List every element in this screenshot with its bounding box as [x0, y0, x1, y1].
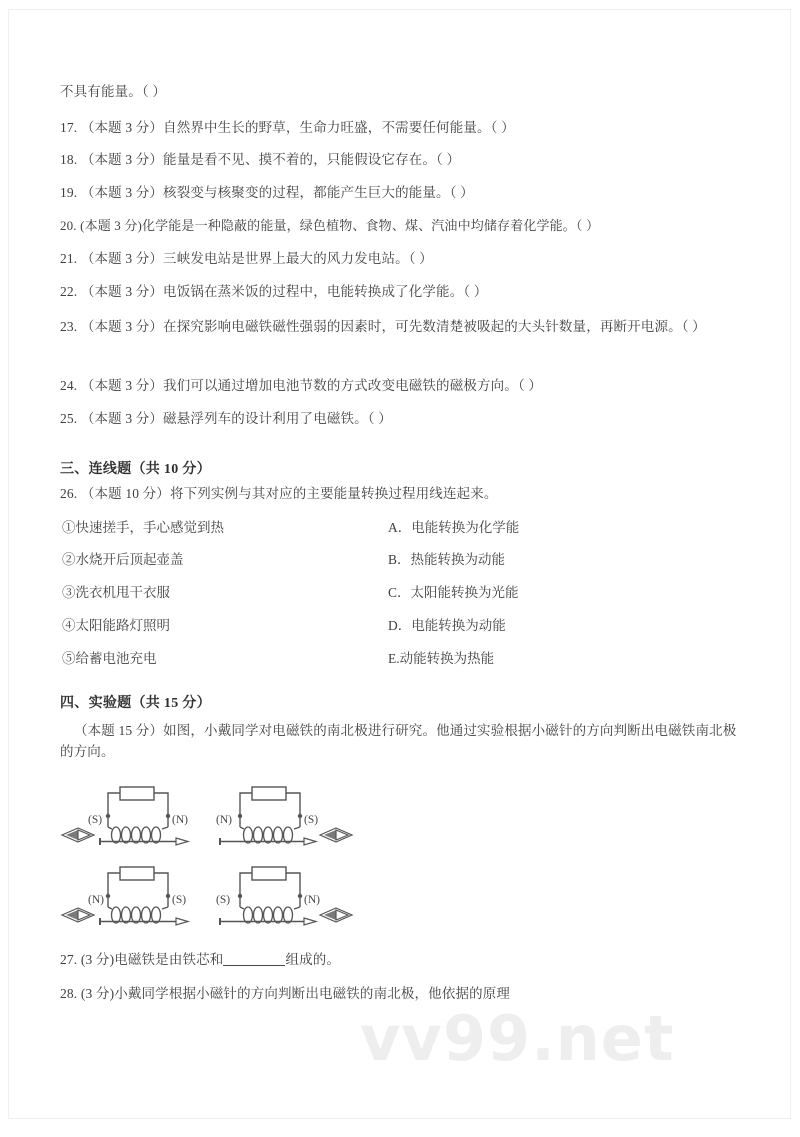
electromagnet-diagram-3: [58, 863, 208, 941]
electromagnet-diagram-1: [58, 783, 208, 861]
compass-icon: [320, 908, 352, 922]
section-four-intro: （本题 15 分）如图，小戴同学对电磁铁的南北极进行研究。他通过实验根据小磁针的方向判断出电磁铁南北极的方向。: [60, 723, 737, 760]
question-item-24: [60, 378, 750, 395]
match-right-option-b: B．热能转换为动能: [388, 552, 506, 567]
site-watermark: vv99.net: [360, 1002, 675, 1075]
match-left-item-2: ②水烧开后顶起壶盖: [62, 552, 184, 567]
question-number-23: 23.: [60, 319, 78, 334]
question-item-28: [60, 986, 750, 1003]
electromagnet-polarity-diagrams: [58, 783, 358, 943]
match-left-item-5: ⑤给蓄电池充电: [62, 651, 157, 666]
pole-label-right: (S): [172, 894, 187, 906]
compass-icon: [62, 908, 94, 922]
question-item-19: [60, 185, 750, 202]
section-heading-three: 三、连线题（共 10 分）: [60, 462, 211, 477]
question-item-27: [60, 952, 750, 969]
question-text-18: （本题 3 分）能量是看不见、摸不着的，只能假设它存在。（ ）: [80, 152, 461, 167]
question-text-24: （本题 3 分）我们可以通过增加电池节数的方式改变电磁铁的磁极方向。（ ）: [80, 378, 543, 393]
match-right-option-d: D．电能转换为动能: [388, 618, 506, 633]
pole-label-left: (S): [216, 894, 231, 906]
match-left-item-3: ③洗衣机甩干衣服: [62, 585, 170, 600]
match-left-item-4: ④太阳能路灯照明: [62, 618, 170, 633]
question-number-27: 27.: [60, 952, 78, 967]
question-text-27-after: 组成的。: [285, 952, 341, 967]
electromagnet-diagram-4: [208, 863, 358, 941]
question-text-27-before: (3 分)电磁铁是由铁芯和: [80, 952, 224, 967]
question-item-22: [60, 284, 750, 301]
carryover-line: 不具有能量。（ ）: [60, 84, 166, 99]
pole-label-left: (N): [216, 814, 232, 826]
question-text-28: (3 分)小戴同学根据小磁针的方向判断出电磁铁的南北极，他依据的原理: [80, 986, 511, 1001]
electromagnet-diagram-2: [208, 783, 358, 861]
match-right-option-a: A．电能转换为化学能: [388, 520, 520, 535]
pole-label-left: (N): [88, 894, 104, 906]
match-right-option-c: C．太阳能转换为光能: [388, 585, 519, 600]
question-number-18: 18.: [60, 152, 78, 167]
section-heading-four: 四、实验题（共 15 分）: [60, 696, 211, 711]
question-item-20: [60, 218, 750, 234]
question-number-25: 25.: [60, 411, 78, 426]
compass-icon: [320, 828, 352, 842]
match-left-item-1: ①快速搓手，手心感觉到热: [62, 520, 224, 535]
question-text-21: （本题 3 分）三峡发电站是世界上最大的风力发电站。（ ）: [80, 251, 433, 266]
answer-blank-27[interactable]: [223, 965, 285, 966]
question-number-17: 17.: [60, 120, 78, 135]
question-number-19: 19.: [60, 185, 78, 200]
question-number-21: 21.: [60, 251, 78, 266]
question-item-17: [60, 120, 750, 137]
question-item-25: [60, 411, 750, 428]
question-item-23: [60, 317, 740, 338]
question-text-26: （本题 10 分）将下列实例与其对应的主要能量转换过程用线连起来。: [80, 486, 498, 501]
pole-label-right: (S): [304, 814, 319, 826]
question-number-20: 20.: [60, 218, 77, 233]
question-number-24: 24.: [60, 378, 78, 393]
question-text-17: （本题 3 分）自然界中生长的野草，生命力旺盛，不需要任何能量。（ ）: [80, 120, 515, 135]
compass-icon: [62, 828, 94, 842]
question-text-20: (本题 3 分)化学能是一种隐蔽的能量，绿色植物、食物、煤、汽油中均储存着化学能。（ ）: [80, 218, 600, 233]
question-text-19: （本题 3 分）核裂变与核聚变的过程，都能产生巨大的能量。（ ）: [80, 185, 474, 200]
question-text-23: （本题 3 分）在探究影响电磁铁磁性强弱的因素时，可先数清楚被吸起的大头针数量，再断开电源。（ ）: [80, 319, 706, 334]
pole-label-right: (N): [172, 814, 188, 826]
question-text-22: （本题 3 分）电饭锅在蒸米饭的过程中，电能转换成了化学能。（ ）: [80, 284, 488, 299]
pole-label-left: (S): [88, 814, 103, 826]
question-item-21: [60, 251, 750, 268]
question-text-25: （本题 3 分）磁悬浮列车的设计利用了电磁铁。（ ）: [80, 411, 392, 426]
question-item-18: [60, 152, 750, 169]
question-number-26: 26.: [60, 486, 78, 501]
question-item-26: [60, 486, 750, 503]
question-number-22: 22.: [60, 284, 78, 299]
match-right-option-e: E.动能转换为热能: [388, 651, 495, 666]
question-number-28: 28.: [60, 986, 78, 1001]
pole-label-right: (N): [304, 894, 320, 906]
